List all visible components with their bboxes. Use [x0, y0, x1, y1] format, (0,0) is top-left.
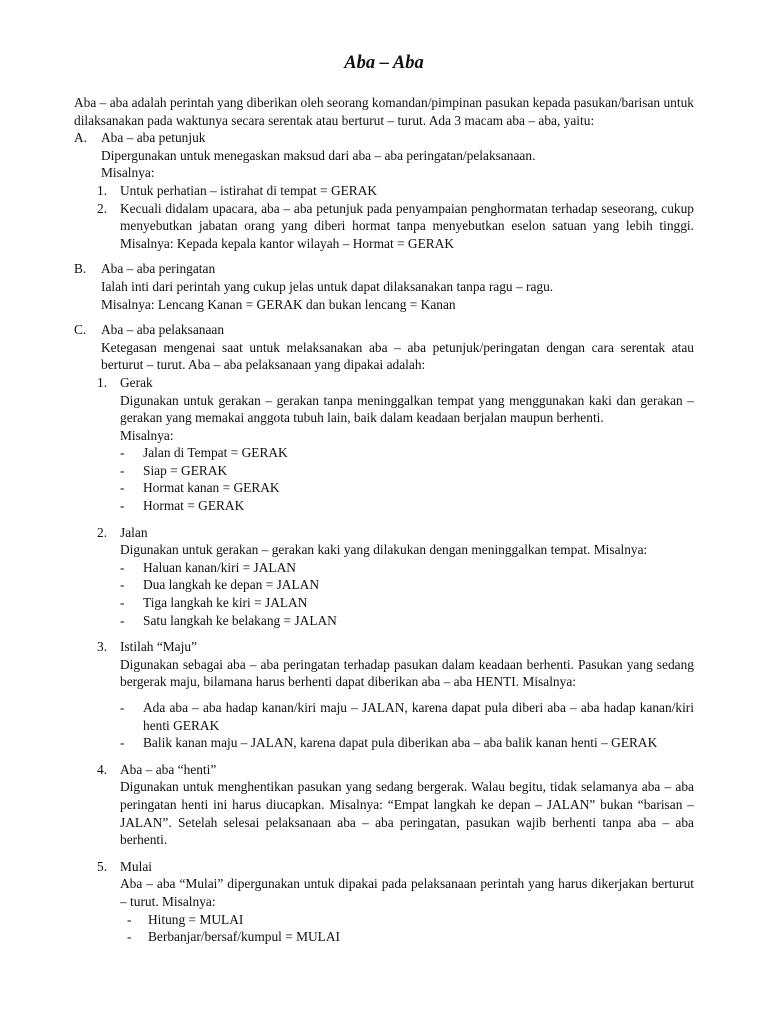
dash-marker: -: [120, 462, 125, 478]
section-heading: Aba – aba petunjuk: [101, 130, 206, 146]
item-text: Tiga langkah ke kiri = JALAN: [143, 595, 308, 611]
subsection-heading: Aba – aba “henti”: [120, 761, 217, 777]
section-b: [74, 260, 694, 313]
item-text: Siap = GERAK: [143, 462, 228, 478]
dash-marker: -: [120, 498, 125, 514]
item-text: Dua langkah ke depan = JALAN: [143, 577, 320, 593]
list-item: [120, 444, 694, 462]
dash-marker: -: [120, 445, 125, 461]
section-heading: Aba – aba peringatan: [101, 261, 216, 277]
item-text: Hitung = MULAI: [148, 911, 244, 927]
subsection-heading: Istilah “Maju”: [120, 639, 197, 655]
list-item: [120, 479, 694, 497]
dash-marker: -: [120, 595, 125, 611]
list-item: [127, 928, 694, 946]
subsection-maju: [97, 638, 694, 752]
subsection-description: Aba – aba “Mulai” dipergunakan untuk dipakai pada pelaksanaan perintah yang harus dikerjakan berturut – turut. Misalnya:: [120, 876, 694, 909]
item-text: Hormat kanan = GERAK: [143, 480, 280, 496]
item-text: Satu langkah ke belakang = JALAN: [143, 612, 337, 628]
subsection-heading: Mulai: [120, 858, 152, 874]
section-marker: C.: [74, 322, 87, 338]
item-text: Hormat = GERAK: [143, 498, 245, 514]
list-item: [120, 594, 694, 612]
item-marker: 1.: [97, 374, 108, 390]
section-a: [74, 129, 694, 252]
item-marker: 1.: [97, 182, 108, 198]
item-marker: 2.: [97, 200, 108, 216]
list-item: [120, 612, 694, 630]
section-description: Dipergunakan untuk menegaskan maksud dari aba – aba peringatan/pelaksanaan.: [101, 147, 536, 163]
dash-marker: -: [120, 735, 125, 751]
item-text: Kecuali didalam upacara, aba – aba petunjuk pada penyampaian penghormatan terhadap seseorang, cukup menyebutkan jabatan orang yang diberi hormat tanpa menyebutkan eselon satuan yang lebih tinggi. Misalnya: Kepada kepala kantor wilayah – Hormat = GERAK: [120, 200, 694, 251]
item-text: Untuk perhatian – istirahat di tempat = GERAK: [120, 182, 378, 198]
list-item: [120, 462, 694, 480]
dash-marker: -: [120, 559, 125, 575]
example-label: Misalnya:: [101, 165, 155, 181]
section-marker: B.: [74, 261, 87, 277]
dash-marker: -: [127, 929, 132, 945]
list-item: [120, 576, 694, 594]
example-label: Misalnya:: [120, 427, 174, 443]
subsection-heading: Jalan: [120, 524, 148, 540]
subsection-description: Digunakan untuk menghentikan pasukan yang sedang bergerak. Walau begitu, tidak selamanya aba – aba peringatan henti ini harus diucapkan. Misalnya: “Empat langkah ke depan – JALAN” bukan “barisan – JALAN”. Setelah selesai pelaksanaan aba – aba peringatan, pasukan wajib berhenti tanpa aba – aba berhenti.: [120, 779, 694, 848]
list-item: [120, 559, 694, 577]
item-marker: 2.: [97, 524, 108, 540]
item-marker: 3.: [97, 639, 108, 655]
section-description: Ialah inti dari perintah yang cukup jelas untuk dapat dilaksanakan tanpa ragu – ragu.: [101, 278, 554, 294]
list-item: [127, 911, 694, 929]
section-marker: A.: [74, 130, 88, 146]
intro-paragraph: Aba – aba adalah perintah yang diberikan oleh seorang komandan/pimpinan pasukan kepada pasukan/barisan untuk dilaksanakan pada waktunya secara serentak atau berturut – turut. Ada 3 macam aba – aba, yaitu:: [74, 95, 694, 128]
item-text: Ada aba – aba hadap kanan/kiri maju – JALAN, karena dapat pula diberi aba – aba hadap kanan/kiri henti GERAK: [143, 700, 694, 733]
item-text: Jalan di Tempat = GERAK: [143, 445, 288, 461]
dash-marker: -: [127, 911, 132, 927]
subsection-henti: [97, 761, 694, 849]
dash-marker: -: [120, 577, 125, 593]
subsection-jalan: [97, 524, 694, 630]
dash-marker: -: [120, 700, 125, 715]
item-text: Berbanjar/bersaf/kumpul = MULAI: [148, 929, 340, 945]
document-title: Aba – Aba: [344, 53, 424, 73]
list-item: [97, 200, 694, 253]
item-text: Haluan kanan/kiri = JALAN: [143, 559, 296, 575]
section-heading: Aba – aba pelaksanaan: [101, 322, 225, 338]
subsection-gerak: [97, 374, 694, 515]
item-text: Balik kanan maju – JALAN, karena dapat pula diberikan aba – aba balik kanan henti – GERAK: [143, 735, 658, 751]
document-body: [74, 94, 694, 946]
subsection-description: Digunakan untuk gerakan – gerakan kaki yang dilakukan dengan meninggalkan tempat. Misalnya:: [120, 542, 648, 558]
subsection-description: Digunakan untuk gerakan – gerakan tanpa meninggalkan tempat yang menggunakan kaki dan gerakan – gerakan yang memakai anggota tubuh lain, baik dalam keadaan berjalan maupun berhenti.: [120, 392, 694, 426]
section-example: Misalnya: Lencang Kanan = GERAK dan bukan lencang = Kanan: [101, 296, 456, 312]
list-item: [120, 699, 694, 734]
item-marker: 5.: [97, 858, 108, 874]
item-marker: 4.: [97, 761, 108, 777]
subsection-mulai: [97, 858, 694, 946]
list-item: [120, 497, 694, 515]
section-description: Ketegasan mengenai saat untuk melaksanakan aba – aba petunjuk/peringatan dengan cara serentak atau berturut – turut. Aba – aba pelaksanaan yang dipakai adalah:: [101, 339, 694, 373]
list-item: [97, 182, 694, 200]
list-item: [120, 734, 694, 752]
subsection-heading: Gerak: [120, 374, 153, 390]
section-c: [74, 321, 694, 946]
dash-marker: -: [120, 480, 125, 496]
dash-marker: -: [120, 612, 125, 628]
subsection-description: Digunakan sebagai aba – aba peringatan terhadap pasukan dalam keadaan berhenti. Pasukan yang sedang bergerak maju, bilamana harus berhenti dapat diberikan aba – aba HENTI. Misalnya:: [120, 656, 694, 690]
